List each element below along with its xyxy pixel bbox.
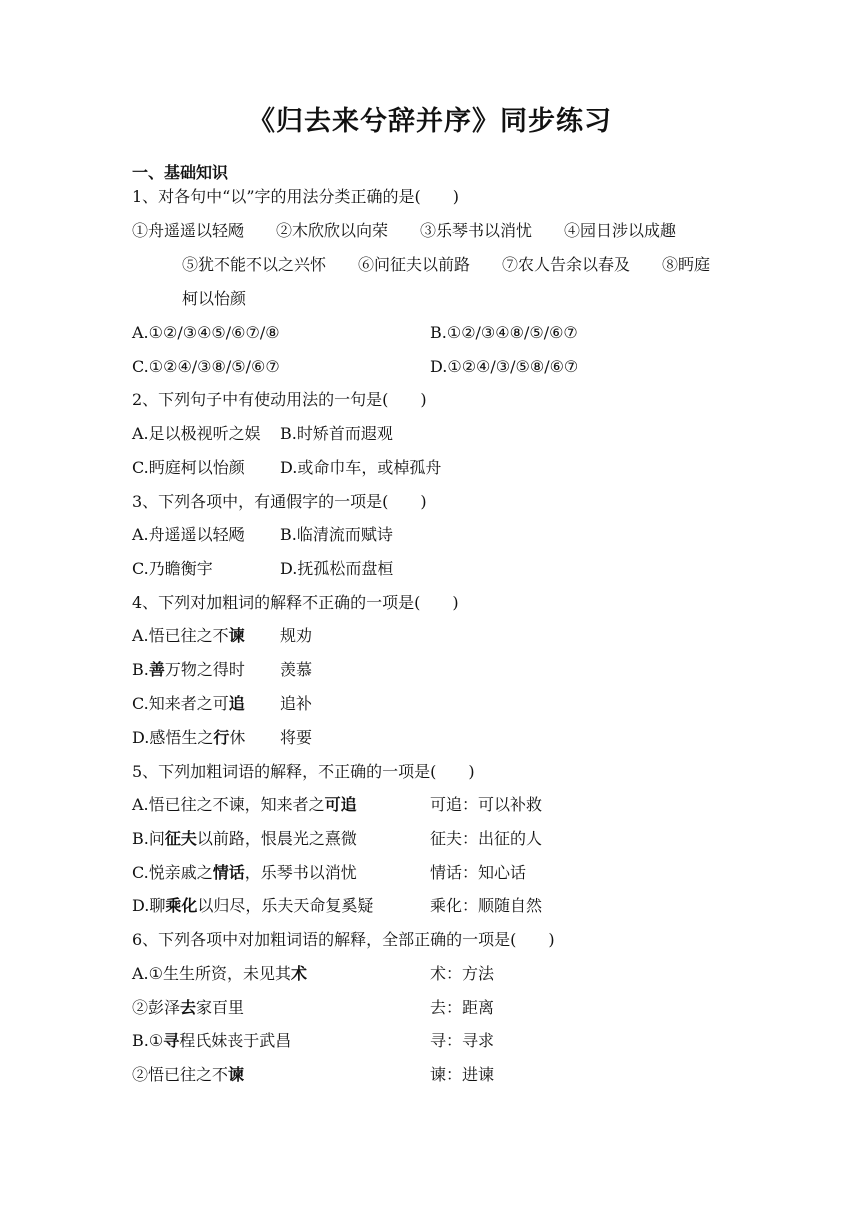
- q4-option-d: [132, 727, 245, 749]
- q6-option-b2: [132, 1064, 244, 1086]
- q1-items-line2: ⑤犹不能不以之兴怀 ⑥问征夫以前路 ⑦农人告余以春及 ⑧眄庭: [182, 255, 711, 274]
- q4-option-c-gloss: 追补: [280, 694, 313, 713]
- bold-word: 行: [213, 728, 230, 747]
- option-text: A.悟已往之不谏，知来者之: [132, 795, 325, 814]
- q6-option-b1: [132, 1030, 291, 1052]
- option-text: B.: [132, 660, 149, 679]
- q1-option-b: B.①②/③④⑧/⑤/⑥⑦: [430, 323, 578, 342]
- q1-stem: 1、对各句中“以”字的用法分类正确的是( ): [132, 187, 460, 206]
- bold-word: 谏: [228, 1065, 245, 1084]
- option-text: B.问: [132, 829, 165, 848]
- q4-option-c: [132, 693, 245, 715]
- q1-items-line3: 柯以怡颜: [182, 289, 247, 308]
- q2-option-c: C.眄庭柯以怡颜: [132, 458, 245, 477]
- q5-option-a: [132, 794, 357, 816]
- option-text: D.聊: [132, 896, 166, 915]
- option-text: 家百里: [196, 998, 245, 1017]
- section-heading: 一、基础知识: [132, 163, 229, 182]
- q5-option-d: [132, 895, 373, 917]
- page-title: 《归去来兮辞并序》同步练习: [248, 106, 612, 137]
- option-text: 程氏妹丧于武昌: [179, 1031, 292, 1050]
- bold-word: 征夫: [164, 829, 197, 848]
- option-text: A.①生生所资，未见其: [132, 964, 291, 983]
- bold-word: 可追: [324, 795, 357, 814]
- bold-word: 去: [180, 998, 197, 1017]
- q5-option-c-gloss: 情话：知心话: [430, 863, 527, 882]
- bold-word: 追: [228, 694, 245, 713]
- q4-option-b-gloss: 羡慕: [280, 660, 313, 679]
- q5-option-a-gloss: 可追：可以补救: [430, 795, 543, 814]
- q5-option-c: [132, 862, 357, 884]
- q3-stem: 3、下列各项中，有通假字的一项是( ): [132, 492, 427, 511]
- q3-option-d: D.抚孤松而盘桓: [280, 559, 394, 578]
- q4-option-a: [132, 625, 245, 647]
- bold-word: 善: [148, 660, 165, 679]
- q4-stem: 4、下列对加粗词的解释不正确的一项是( ): [132, 593, 459, 612]
- q6-option-a2-gloss: 去：距离: [430, 998, 495, 1017]
- q4-option-b: [132, 659, 245, 681]
- q4-option-d-gloss: 将要: [280, 728, 313, 747]
- q1-option-d: D.①②④/③/⑤⑧/⑥⑦: [430, 357, 579, 376]
- q6-option-b1-gloss: 寻：寻求: [430, 1031, 495, 1050]
- q5-option-b: [132, 828, 357, 850]
- q1-option-c: C.①②④/③⑧/⑤/⑥⑦: [132, 357, 280, 376]
- option-text: ②悟已往之不: [132, 1065, 229, 1084]
- option-text: 以前路，恨晨光之熹微: [196, 829, 357, 848]
- option-text: ，乐琴书以消忧: [244, 863, 357, 882]
- bold-word: 寻: [163, 1031, 180, 1050]
- q6-stem: 6、下列各项中对加粗词语的解释，全部正确的一项是( ): [132, 930, 555, 949]
- q3-option-a: A.舟遥遥以轻飏: [132, 525, 245, 544]
- bold-word: 乘化: [165, 896, 198, 915]
- option-text: D.感悟生之: [132, 728, 214, 747]
- bold-word: 术: [291, 964, 308, 983]
- q2-option-b: B.时矫首而遐观: [280, 424, 393, 443]
- q2-stem: 2、下列句子中有使动用法的一句是( ): [132, 390, 427, 409]
- q1-items-line1: ①舟遥遥以轻飏 ②木欣欣以向荣 ③乐琴书以消忧 ④园日涉以成趣: [132, 221, 677, 240]
- option-text: B.①: [132, 1031, 164, 1050]
- q5-stem: 5、下列加粗词语的解释，不正确的一项是( ): [132, 762, 475, 781]
- q2-option-d: D.或命巾车，或棹孤舟: [280, 458, 442, 477]
- option-text: ②彭泽: [132, 998, 181, 1017]
- q6-option-a1: [132, 963, 307, 985]
- q3-option-b: B.临清流而赋诗: [280, 525, 393, 544]
- q6-option-a2: [132, 997, 244, 1019]
- bold-word: 谏: [228, 626, 245, 645]
- q5-option-b-gloss: 征夫：出征的人: [430, 829, 543, 848]
- option-text: C.知来者之可: [132, 694, 229, 713]
- q4-option-a-gloss: 规劝: [280, 626, 313, 645]
- q5-option-d-gloss: 乘化：顺随自然: [430, 896, 543, 915]
- bold-word: 情话: [212, 863, 245, 882]
- option-text: C.悦亲戚之: [132, 863, 213, 882]
- q1-option-a: A.①②/③④⑤/⑥⑦/⑧: [132, 323, 280, 342]
- option-text: 休: [229, 728, 246, 747]
- q6-option-a1-gloss: 术：方法: [430, 964, 495, 983]
- q2-option-a: A.足以极视听之娱: [132, 424, 261, 443]
- q6-option-b2-gloss: 谏：进谏: [430, 1065, 495, 1084]
- q3-option-c: C.乃瞻衡宇: [132, 559, 213, 578]
- option-text: A.悟已往之不: [132, 626, 229, 645]
- option-text: 以归尽，乐夫天命复奚疑: [197, 896, 374, 915]
- option-text: 万物之得时: [164, 660, 245, 679]
